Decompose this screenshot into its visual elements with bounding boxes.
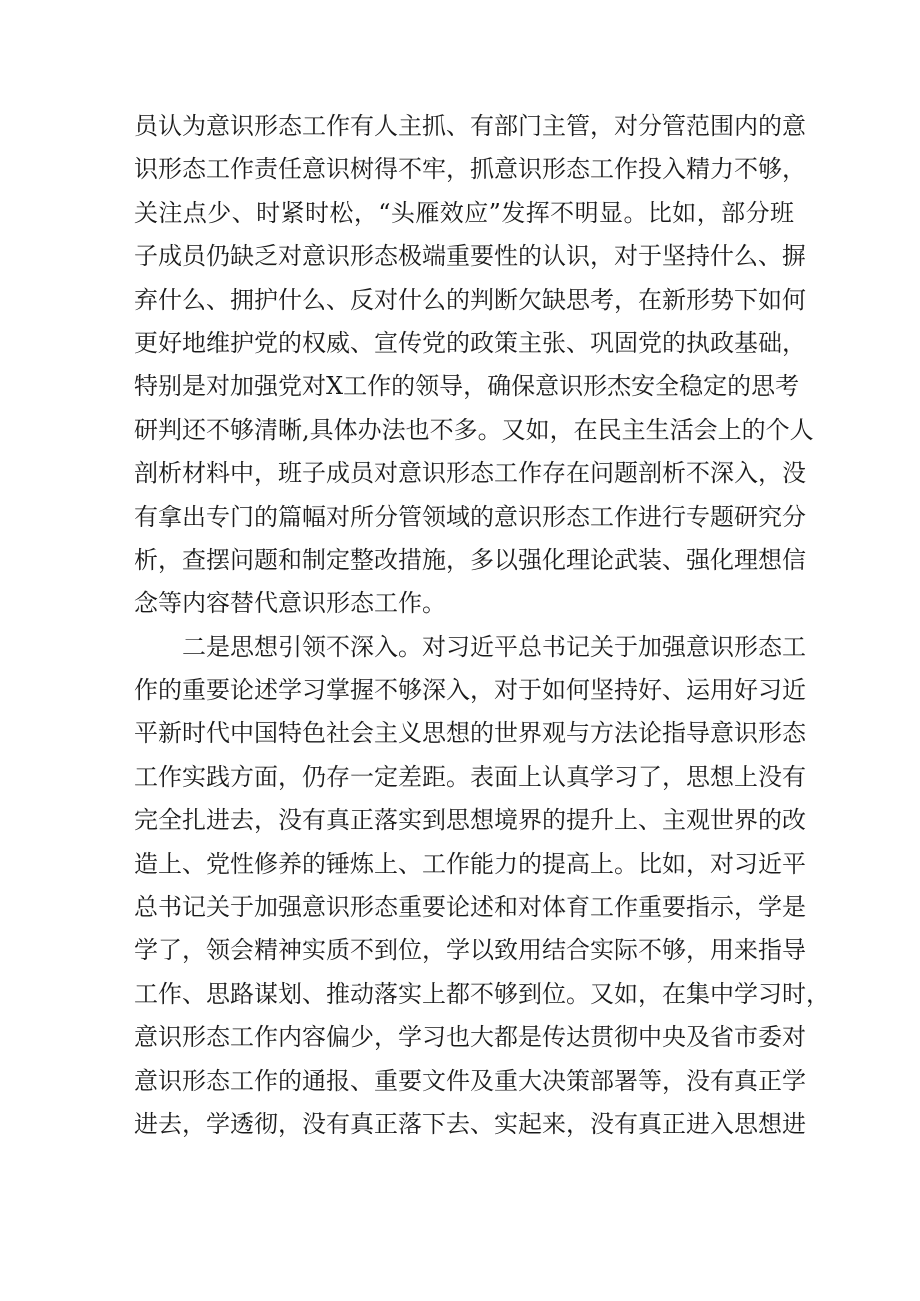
text-line: 有拿出专门的篇幅对所分管领域的意识形态工作进行专题研究分 — [134, 502, 806, 531]
text-line: 工作、思路谋划、推动落实上都不够到位。又如，在集中学习时， — [134, 979, 830, 1008]
text-line: 意识形态工作内容偏少，学习也大都是传达贯彻中央及省市委对 — [134, 1023, 806, 1052]
paragraph-1 — [134, 108, 814, 621]
text-line: 意识形态工作的通报、重要文件及重大决策部署等，没有真正学 — [134, 1066, 806, 1095]
text-line: 造上、党性修养的锤炼上、工作能力的提高上。比如，对习近平 — [134, 849, 806, 878]
text-line: 作的重要论述学习掌握不够深入，对于如何坚持好、运用好习近 — [134, 676, 806, 705]
text-line: 特别是对加强党对X工作的领导，确保意识形杰安全稳定的思考 — [134, 372, 800, 401]
paragraph-2 — [134, 629, 830, 1142]
text-line: 弃什么、拥护什么、反对什么的判断欠缺思考，在新形势下如何 — [134, 285, 806, 314]
text-line: 总书记关于加强意识形态重要论述和对体育工作重要指示，学是 — [134, 893, 806, 922]
text-line: 工作实践方面，仍存一定差距。表面上认真学习了，思想上没有 — [134, 762, 806, 791]
text-line: 剖析材料中，班子成员对意识形态工作存在问题剖析不深入，没 — [134, 459, 806, 488]
text-line: 进去，学透彻，没有真正落下去、实起来，没有真正进入思想进 — [134, 1109, 806, 1138]
text-line: 二是思想引领不深入。对习近平总书记关于加强意识形态工 — [182, 632, 806, 661]
text-line: 更好地维护党的权威、宣传党的政策主张、巩固党的执政基础， — [134, 328, 806, 357]
text-line: 完全扎进去，没有真正落实到思想境界的提升上、主观世界的改 — [134, 806, 806, 835]
text-line: 研判还不够清晰,具体办法也不多。又如，在民主生活会上的个人 — [134, 415, 814, 444]
text-line: 析，查摆问题和制定整改措施，多以强化理论武装、强化理想信 — [134, 545, 806, 574]
text-line: 念等内容替代意识形态工作。 — [134, 589, 446, 618]
text-line: 识形态工作责任意识树得不牢，抓意识形态工作投入精力不够， — [134, 155, 806, 184]
text-line: 关注点少、时紧时松，“头雁效应”发挥不明显。比如，部分班 — [134, 198, 794, 227]
document-body — [134, 108, 830, 1149]
text-line: 学了，领会精神实质不到位，学以致用结合实际不够，用来指导 — [134, 936, 806, 965]
text-line: 子成员仍缺乏对意识形态极端重要性的认识，对于坚持什么、摒 — [134, 242, 806, 271]
text-line: 员认为意识形态工作有人主抓、有部门主管，对分管范围内的意 — [134, 112, 806, 140]
text-line: 平新时代中国特色社会主义思想的世界观与方法论指导意识形态 — [134, 719, 806, 748]
